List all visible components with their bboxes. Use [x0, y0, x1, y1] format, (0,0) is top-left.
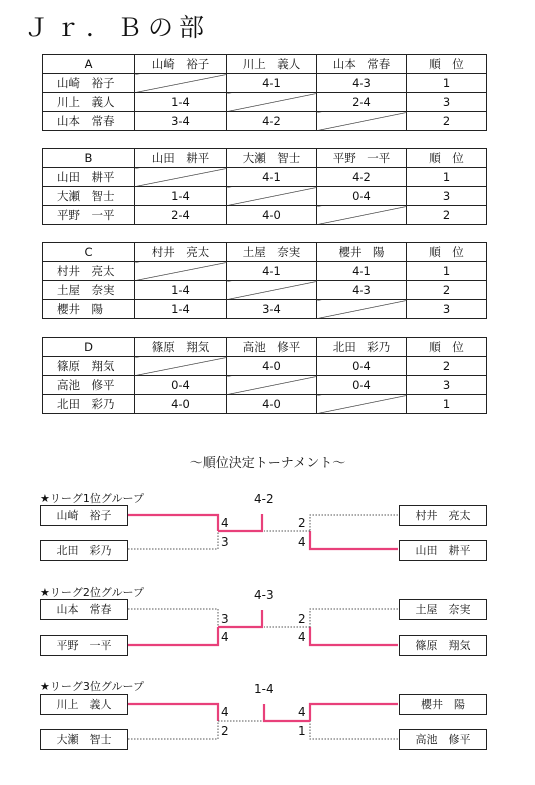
match-score: 4	[298, 705, 306, 719]
row-player: 北田 彩乃	[43, 395, 135, 414]
match-score: 4	[298, 535, 306, 549]
player-box: 土屋 奈実	[399, 599, 487, 620]
final-score: 1-4	[254, 682, 274, 696]
rank-cell: 3	[407, 187, 487, 206]
row-player: 櫻井 陽	[43, 300, 135, 319]
match-score: 3	[221, 535, 229, 549]
rank-cell: 3	[407, 376, 487, 395]
column-player: 山崎 裕子	[135, 55, 227, 74]
score-cell: 1-4	[135, 93, 227, 112]
column-rank: 順 位	[407, 338, 487, 357]
column-player: 村井 亮太	[135, 243, 227, 262]
match-score: 4	[221, 516, 229, 530]
score-cell: 1-4	[135, 300, 227, 319]
match-score: 4	[221, 630, 229, 644]
row-player: 山田 耕平	[43, 168, 135, 187]
player-box: 川上 義人	[40, 694, 128, 715]
player-box: 篠原 翔気	[399, 635, 487, 656]
column-player: 櫻井 陽	[317, 243, 407, 262]
score-cell: 4-3	[317, 281, 407, 300]
rank-cell: 2	[407, 281, 487, 300]
score-cell: 3-4	[227, 300, 317, 319]
final-score: 4-2	[254, 492, 274, 506]
rank-cell: 1	[407, 395, 487, 414]
column-player: 高池 修平	[227, 338, 317, 357]
match-score: 2	[298, 516, 306, 530]
score-cell: 4-1	[227, 74, 317, 93]
column-player: 平野 一平	[317, 149, 407, 168]
rank-cell: 3	[407, 93, 487, 112]
column-player: 北田 彩乃	[317, 338, 407, 357]
row-player: 平野 一平	[43, 206, 135, 225]
row-player: 土屋 奈実	[43, 281, 135, 300]
score-cell: 2-4	[317, 93, 407, 112]
score-cell: 0-4	[317, 357, 407, 376]
bracket-label: ★リーグ1位グループ	[40, 492, 144, 505]
match-score: 4	[298, 630, 306, 644]
score-cell: 1-4	[135, 187, 227, 206]
player-box: 山田 耕平	[399, 540, 487, 561]
group-label: C	[43, 243, 135, 262]
score-cell: 2-4	[135, 206, 227, 225]
column-player: 川上 義人	[227, 55, 317, 74]
tournament-title: ～順位決定トーナメント～	[189, 456, 346, 471]
group-label: D	[43, 338, 135, 357]
score-cell: 4-3	[317, 74, 407, 93]
player-box: 平野 一平	[40, 635, 128, 656]
row-player: 山崎 裕子	[43, 74, 135, 93]
column-rank: 順 位	[407, 55, 487, 74]
score-cell: 0-4	[317, 376, 407, 395]
rank-cell: 1	[407, 262, 487, 281]
rank-cell: 2	[407, 357, 487, 376]
player-box: 大瀬 智士	[40, 729, 128, 750]
column-rank: 順 位	[407, 243, 487, 262]
bracket-1-lines	[128, 514, 398, 549]
row-player: 村井 亮太	[43, 262, 135, 281]
column-player: 山本 常春	[317, 55, 407, 74]
column-player: 篠原 翔気	[135, 338, 227, 357]
score-cell: 4-1	[227, 262, 317, 281]
player-box: 櫻井 陽	[399, 694, 487, 715]
rank-cell: 1	[407, 168, 487, 187]
match-score: 3	[221, 612, 229, 626]
rank-cell: 1	[407, 74, 487, 93]
group-label: A	[43, 55, 135, 74]
page-title: Ｊｒ．Ｂの部	[24, 13, 211, 42]
bracket-3-lines	[128, 704, 398, 739]
match-score: 2	[298, 612, 306, 626]
player-box: 北田 彩乃	[40, 540, 128, 561]
rank-cell: 2	[407, 206, 487, 225]
player-box: 高池 修平	[399, 729, 487, 750]
row-player: 大瀬 智士	[43, 187, 135, 206]
score-cell: 4-2	[227, 112, 317, 131]
score-cell: 4-1	[227, 168, 317, 187]
score-cell: 1-4	[135, 281, 227, 300]
rank-cell: 3	[407, 300, 487, 319]
column-player: 山田 耕平	[135, 149, 227, 168]
bracket-2-lines	[128, 609, 398, 645]
score-cell: 0-4	[317, 187, 407, 206]
score-cell: 4-0	[135, 395, 227, 414]
score-cell: 4-2	[317, 168, 407, 187]
row-player: 高池 修平	[43, 376, 135, 395]
score-cell: 0-4	[135, 376, 227, 395]
score-cell: 4-0	[227, 357, 317, 376]
player-box: 山崎 裕子	[40, 505, 128, 526]
score-cell: 3-4	[135, 112, 227, 131]
bracket-label: ★リーグ3位グループ	[40, 680, 144, 693]
final-score: 4-3	[254, 588, 274, 602]
score-cell: 4-0	[227, 395, 317, 414]
rank-cell: 2	[407, 112, 487, 131]
group-label: B	[43, 149, 135, 168]
match-score: 1	[298, 724, 306, 738]
column-player: 大瀬 智士	[227, 149, 317, 168]
row-player: 川上 義人	[43, 93, 135, 112]
row-player: 篠原 翔気	[43, 357, 135, 376]
match-score: 2	[221, 724, 229, 738]
match-score: 4	[221, 705, 229, 719]
column-player: 土屋 奈実	[227, 243, 317, 262]
player-box: 山本 常春	[40, 599, 128, 620]
score-cell: 4-1	[317, 262, 407, 281]
bracket-label: ★リーグ2位グループ	[40, 586, 144, 599]
row-player: 山本 常春	[43, 112, 135, 131]
player-box: 村井 亮太	[399, 505, 487, 526]
score-cell: 4-0	[227, 206, 317, 225]
column-rank: 順 位	[407, 149, 487, 168]
